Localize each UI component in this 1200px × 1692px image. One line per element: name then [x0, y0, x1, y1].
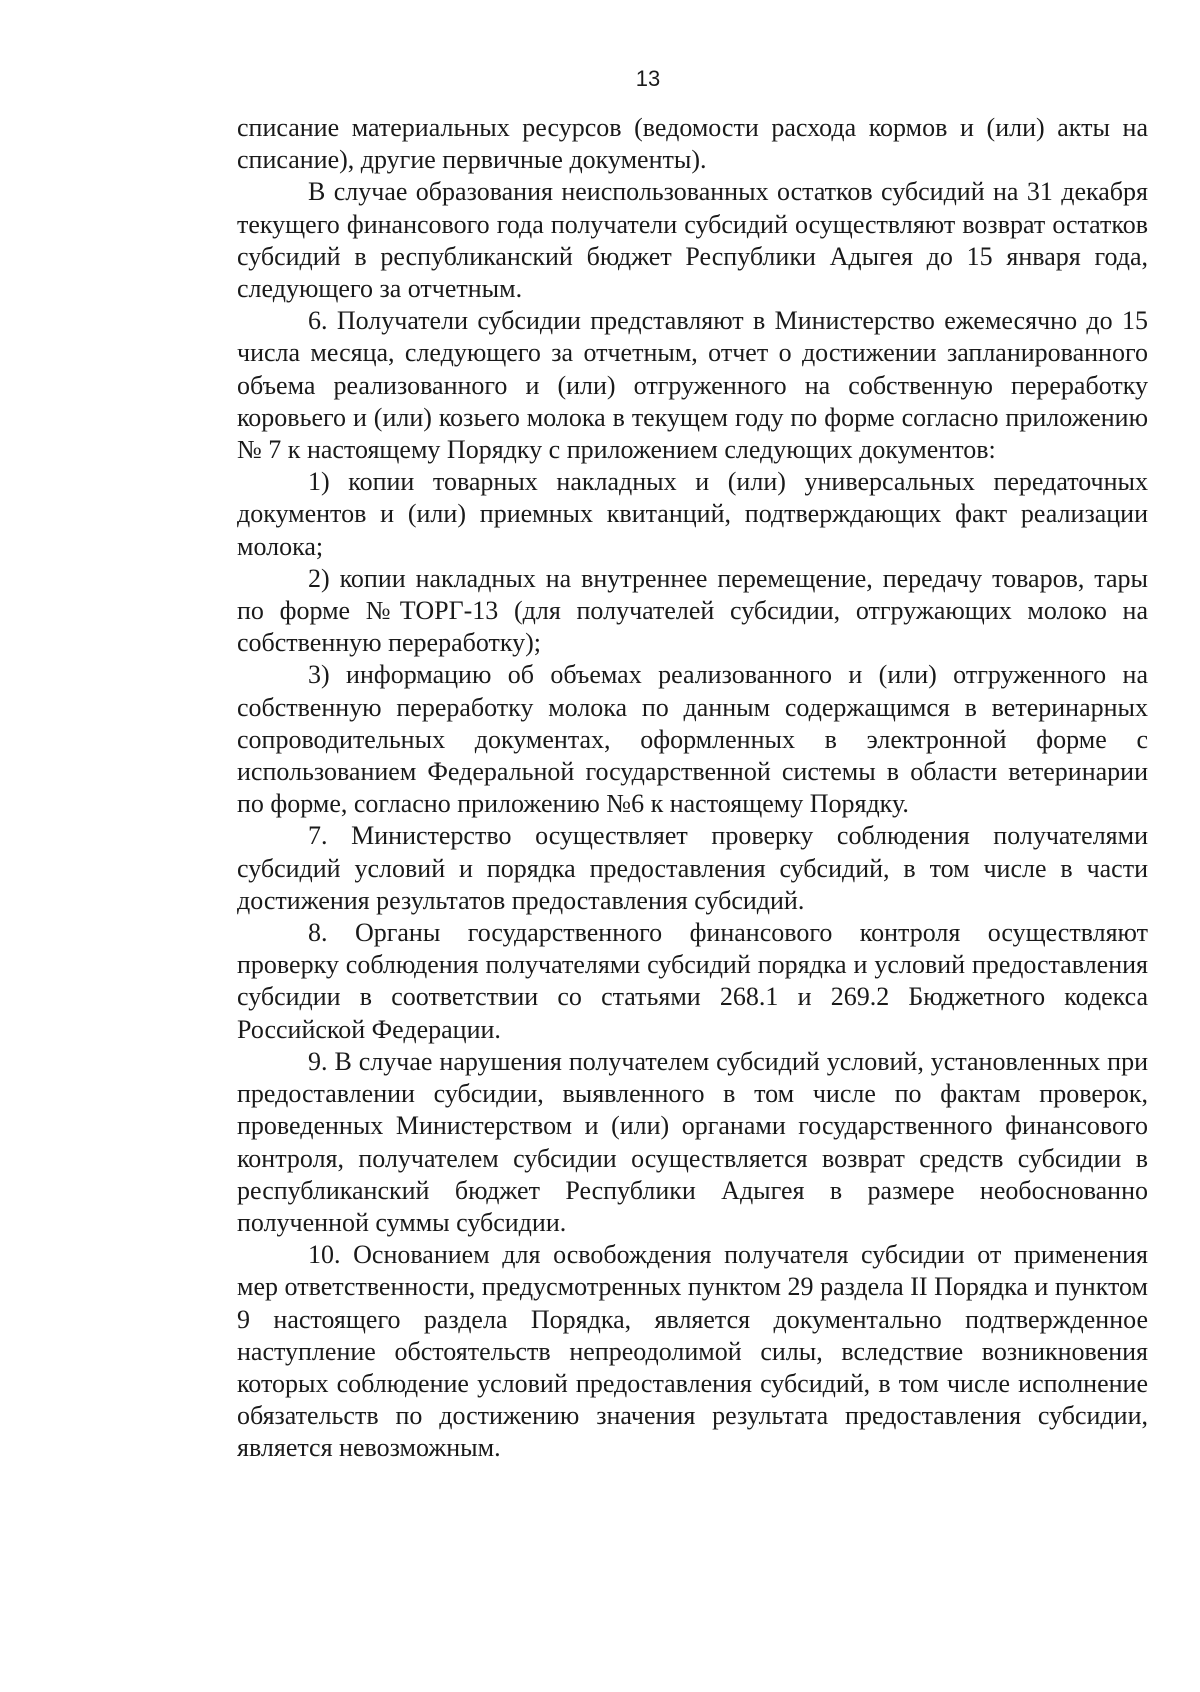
paragraph-item-9: 9. В случае нарушения получателем субсидий условий, установленных при предоставлении субсидии, выявленного в том числе по фактам проверок, проведенных Министерством и (или) органами государственного финансового контроля, получателем субсидии осуществляется возврат средств субсидии в республиканский бюджет Республики Адыгея в размере необоснованно полученной суммы субсидии. [237, 1046, 1148, 1237]
paragraph-subitem-1: 1) копии товарных накладных и (или) универсальных передаточных документов и (или) приемных квитанций, подтверждающих факт реализации молока; [237, 467, 1148, 561]
paragraph-item-8: 8. Органы государственного финансового контроля осуществляют проверку соблюдения получателями субсидий порядка и условий предоставления субсидии в соответствии со статьями 268.1 и 269.2 Бюджетного кодекса Российской Федерации. [237, 918, 1148, 1044]
paragraph-continuation: списание материальных ресурсов (ведомости расхода кормов и (или) акты на списание), другие первичные документы). [237, 113, 1148, 175]
paragraph-subitem-2: 2) копии накладных на внутреннее перемещение, передачу товаров, тары по форме №ТОРГ-13 (для получателей субсидии, отгружающих молоко на собственную переработку); [237, 563, 1148, 658]
paragraph-unused-balance: В случае образования неиспользованных остатков субсидий на 31 декабря текущего финансового года получатели субсидий осуществляют возврат остатков субсидий в республиканский бюджет Республики Адыгея до 15 января года, следующего за отчетным. [237, 177, 1148, 304]
paragraph-subitem-3: 3) информацию об объемах реализованного и (или) отгруженного на собственную переработку молока по данным содержащимся в ветеринарных сопроводительных документах, оформленных в электронной форме с использованием Федеральной государственной системы в области ветеринарии по форме, согласно приложению №6 к настоящему Порядку. [237, 660, 1148, 819]
paragraph-item-6: 6. Получатели субсидии представляют в Министерство ежемесячно до 15 числа месяца, следующего за отчетным, отчет о достижении запланированного объема реализованного и (или) отгруженного на собственную переработку коровьего и (или) козьего молока в текущем году по форме согласно приложению № 7 к настоящему Порядку с приложением следующих документов: [237, 306, 1148, 465]
document-body [237, 112, 1148, 1465]
paragraph-item-7: 7. Министерство осуществляет проверку соблюдения получателями субсидий условий и порядка предоставления субсидий, в том числе в части достижения результатов предоставления субсидий. [237, 821, 1148, 915]
paragraph-item-10: 10. Основанием для освобождения получателя субсидии от применения мер ответственности, предусмотренных пунктом 29 раздела II Порядка и пунктом 9 настоящего раздела Порядка, является документально подтвержденное наступление обстоятельств непреодолимой силы, вследствие возникновения которых соблюдение условий предоставления субсидий, в том числе исполнение обязательств по достижению значения результата предоставления субсидии, является невозможным. [237, 1240, 1148, 1463]
page-number: 13 [635, 66, 661, 91]
